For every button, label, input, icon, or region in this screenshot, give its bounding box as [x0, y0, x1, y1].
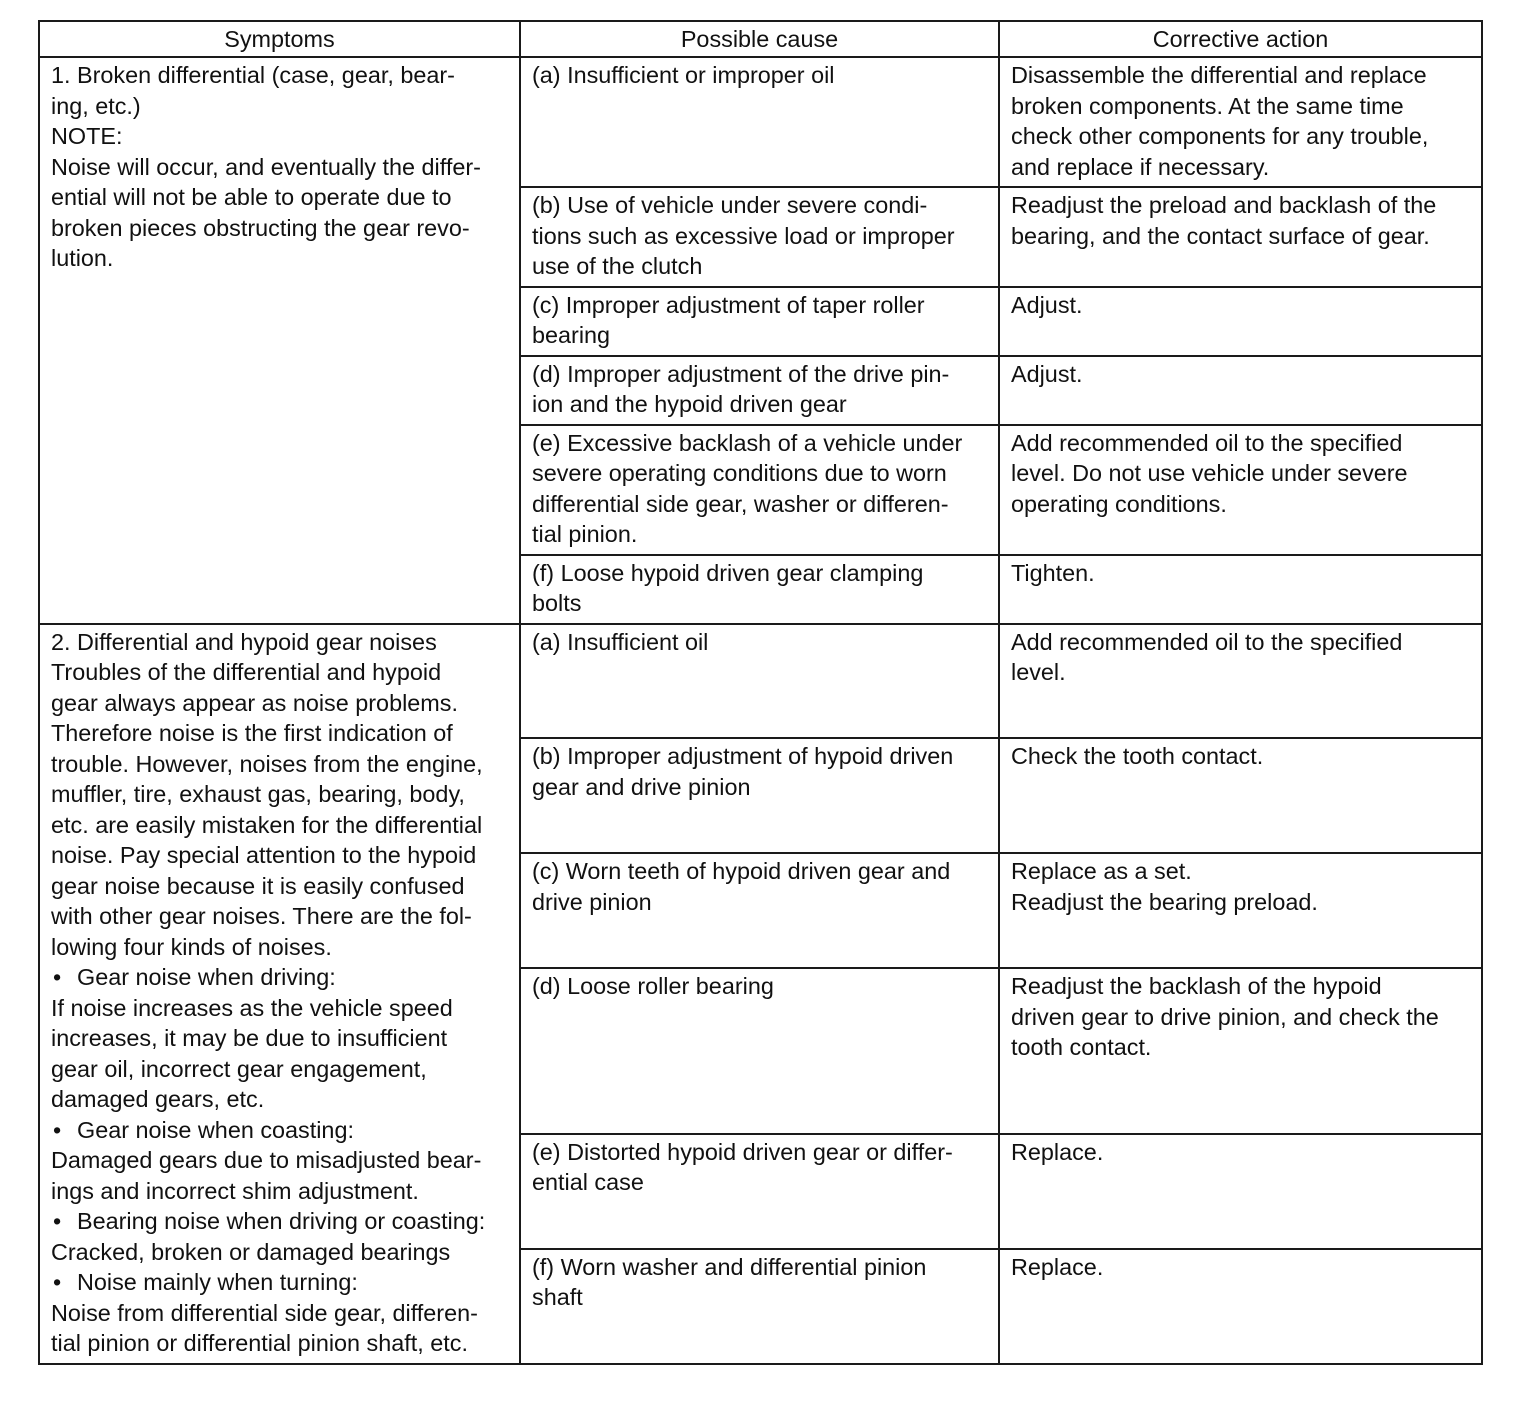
symptom-line: increases, it may be due to insufficient: [51, 1025, 448, 1051]
cause-line: (f) Worn washer and differential pinion: [532, 1253, 927, 1280]
symptom-line: etc. are easily mistaken for the differential: [51, 811, 483, 838]
action-line: Replace as a set.: [1011, 858, 1192, 885]
symptom-line: ing, etc.): [51, 92, 141, 119]
action-cell: [999, 57, 1482, 187]
symptom-line: gear always appear as noise problems.: [51, 689, 458, 716]
symptom-line: 2. Differential and hypoid gear noises: [51, 628, 437, 655]
table-body: [39, 57, 1482, 1364]
action-line: bearing, and the contact surface of gear.: [1011, 222, 1430, 249]
symptom-line: Troubles of the differential and hypoid: [51, 659, 442, 685]
action-line: Check the tooth contact.: [1011, 743, 1264, 770]
cause-line: bolts: [532, 590, 582, 616]
cause-line: (b) Use of vehicle under severe condi-: [532, 192, 928, 218]
symptom-line: trouble. However, noises from the engine,: [51, 750, 483, 777]
symptom-line: ential will not be able to operate due to: [51, 184, 452, 210]
cause-line: severe operating conditions due to worn: [532, 460, 947, 486]
cause-cell: [520, 968, 999, 1134]
symptom-line: noise. Pay special attention to the hypoid: [51, 842, 477, 868]
cause-line: tions such as excessive load or improper: [532, 222, 955, 249]
symptom-bullet-line: • Noise mainly when turning:: [51, 1267, 509, 1298]
cause-line: gear and drive pinion: [532, 773, 751, 800]
cause-line: (c) Improper adjustment of taper roller: [532, 291, 925, 318]
action-line: Readjust the bearing preload.: [1011, 888, 1318, 915]
header-row: [39, 21, 1482, 57]
action-cell: [999, 624, 1482, 739]
action-cell: [999, 853, 1482, 968]
action-line: tooth contact.: [1011, 1034, 1152, 1061]
action-line: Replace.: [1011, 1138, 1104, 1165]
action-cell: [999, 425, 1482, 555]
header-symptoms: Symptoms: [39, 21, 520, 57]
cause-cell: [520, 555, 999, 624]
cause-line: (e) Excessive backlash of a vehicle under: [532, 429, 963, 456]
cause-line: ion and the hypoid driven gear: [532, 391, 847, 417]
cause-line: (f) Loose hypoid driven gear clamping: [532, 559, 924, 586]
symptom-line: damaged gears, etc.: [51, 1086, 265, 1112]
symptom-line: with other gear noises. There are the fol-: [51, 903, 472, 929]
action-cell: [999, 187, 1482, 287]
cause-line: (c) Worn teeth of hypoid driven gear and: [532, 858, 951, 885]
symptom-line: NOTE:: [51, 123, 123, 149]
symptom-line: 1. Broken differential (case, gear, bear-: [51, 62, 455, 88]
troubleshooting-table: [38, 20, 1483, 1365]
action-line: broken components. At the same time: [1011, 92, 1404, 119]
cause-line: (d) Improper adjustment of the drive pin-: [532, 360, 950, 387]
cause-cell: [520, 624, 999, 739]
symptom-bullet-line: • Gear noise when driving:: [51, 962, 509, 993]
action-line: Readjust the preload and backlash of the: [1011, 192, 1437, 218]
action-line: level.: [1011, 659, 1066, 685]
action-line: Add recommended oil to the specified: [1011, 628, 1403, 655]
cause-line: (d) Loose roller bearing: [532, 973, 774, 1000]
cause-line: differential side gear, washer or differen-: [532, 490, 949, 517]
cause-cell: [520, 425, 999, 555]
action-line: Adjust.: [1011, 291, 1083, 318]
action-line: Adjust.: [1011, 360, 1083, 387]
symptom-cell: [39, 624, 520, 1364]
cause-line: shaft: [532, 1284, 583, 1311]
symptom-bullet-line: • Gear noise when coasting:: [51, 1115, 509, 1146]
action-cell: [999, 1249, 1482, 1364]
cause-line: (b) Improper adjustment of hypoid driven: [532, 743, 954, 770]
action-line: check other components for any trouble,: [1011, 123, 1429, 149]
action-line: operating conditions.: [1011, 490, 1227, 517]
symptom-line: Cracked, broken or damaged bearings: [51, 1238, 451, 1265]
cause-line: tial pinion.: [532, 521, 638, 547]
symptom-bullet-line: • Bearing noise when driving or coasting:: [51, 1206, 509, 1237]
action-line: Replace.: [1011, 1253, 1104, 1280]
action-cell: [999, 555, 1482, 624]
cause-line: (e) Distorted hypoid driven gear or differ-: [532, 1138, 953, 1165]
cause-cell: [520, 853, 999, 968]
cause-cell: [520, 287, 999, 356]
action-line: Tighten.: [1011, 559, 1095, 586]
symptom-line: lution.: [51, 245, 114, 271]
symptom-line: Therefore noise is the first indication of: [51, 720, 453, 746]
header-corrective-action: Corrective action: [999, 21, 1482, 57]
cause-line: use of the clutch: [532, 253, 703, 279]
symptom-line: muffler, tire, exhaust gas, bearing, body,: [51, 781, 465, 807]
action-cell: [999, 968, 1482, 1134]
symptom-line: broken pieces obstructing the gear revo-: [51, 214, 470, 241]
symptom-line: Noise from differential side gear, differen-: [51, 1299, 478, 1326]
action-line: Add recommended oil to the specified: [1011, 429, 1403, 456]
action-line: Disassemble the differential and replace: [1011, 62, 1427, 88]
cause-cell: [520, 187, 999, 287]
cause-line: ential case: [532, 1169, 644, 1196]
symptom-line: If noise increases as the vehicle speed: [51, 994, 453, 1021]
cause-line: (a) Insufficient or improper oil: [532, 62, 835, 88]
action-line: Readjust the backlash of the hypoid: [1011, 973, 1382, 1000]
action-line: driven gear to drive pinion, and check the: [1011, 1003, 1439, 1030]
cause-cell: [520, 1249, 999, 1364]
action-line: and replace if necessary.: [1011, 153, 1270, 180]
symptom-line: gear noise because it is easily confused: [51, 872, 465, 899]
action-cell: [999, 356, 1482, 425]
symptom-line: Damaged gears due to misadjusted bear-: [51, 1147, 482, 1173]
symptom-line: lowing four kinds of noises.: [51, 933, 332, 960]
symptom-line: gear oil, incorrect gear engagement,: [51, 1055, 427, 1082]
cause-cell: [520, 1134, 999, 1249]
cause-cell: [520, 738, 999, 853]
action-cell: [999, 1134, 1482, 1249]
cause-cell: [520, 57, 999, 187]
table-header: [39, 21, 1482, 57]
cause-line: bearing: [532, 322, 611, 348]
header-possible-cause: Possible cause: [520, 21, 999, 57]
cause-line: (a) Insufficient oil: [532, 628, 709, 655]
cause-cell: [520, 356, 999, 425]
symptom-line: Noise will occur, and eventually the differ-: [51, 153, 481, 180]
table-row: [39, 624, 1482, 739]
cause-line: drive pinion: [532, 888, 652, 915]
action-line: level. Do not use vehicle under severe: [1011, 460, 1408, 486]
symptom-line: tial pinion or differential pinion shaft, etc.: [51, 1330, 468, 1356]
table-row: [39, 57, 1482, 187]
action-cell: [999, 287, 1482, 356]
symptom-cell: [39, 57, 520, 624]
symptom-line: ings and incorrect shim adjustment.: [51, 1177, 419, 1204]
action-cell: [999, 738, 1482, 853]
